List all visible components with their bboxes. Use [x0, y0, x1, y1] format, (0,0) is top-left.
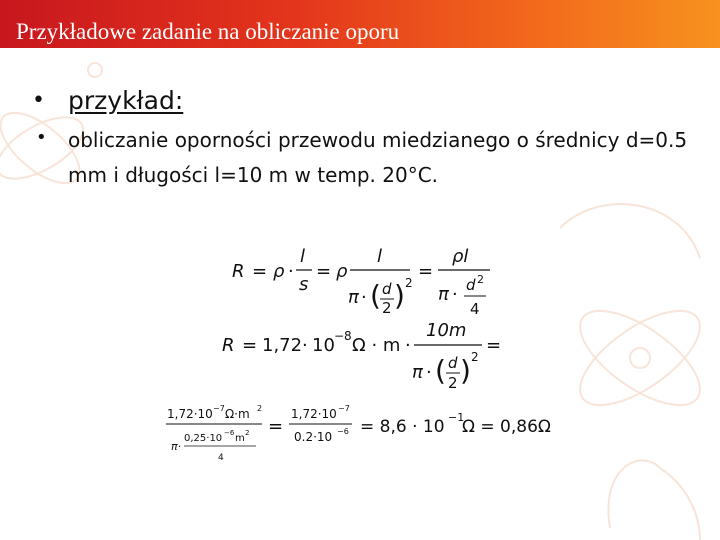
formula-symbol: π — [412, 362, 423, 383]
formula-exponent: −1 — [448, 411, 465, 424]
task-description-line-2: mm i długości l=10 m w temp. 20°C. — [68, 163, 439, 187]
formula-operator: · — [405, 335, 411, 356]
formula-symbol: π· — [171, 440, 182, 453]
formula-number: 2 — [382, 299, 392, 317]
formula-number: 0,25·10 — [184, 433, 223, 444]
formula-exponent: −8 — [334, 329, 352, 343]
formula-unit: m — [235, 433, 245, 444]
formula-result: = 8,6 · 10 — [360, 417, 445, 437]
formula-paren: ) — [394, 279, 405, 312]
formula-number: 10 — [312, 335, 335, 356]
formula-number: 4 — [470, 300, 480, 318]
bullet-dot: • — [36, 127, 47, 148]
formula-symbol: l — [300, 246, 306, 267]
formula-number: 1,72·10 — [167, 407, 213, 421]
formula-number: 1,72 — [262, 335, 303, 356]
formula-exponent: 2 — [477, 273, 484, 286]
formula-exponent: −7 — [213, 404, 225, 413]
formula-operator: = — [252, 261, 268, 282]
formula-operator: · — [288, 261, 294, 282]
formula-operator: = — [418, 261, 434, 282]
formula-row-2 — [222, 320, 501, 392]
formula-operator: · — [302, 335, 308, 356]
formula-exponent: −6 — [337, 427, 349, 436]
formula-symbol: d — [448, 354, 458, 372]
formula-exponent: 2 — [471, 350, 479, 364]
formula-result: Ω = 0,86Ω — [462, 417, 551, 437]
formula-number: 10m — [426, 320, 467, 341]
formula-symbol: ρ — [273, 261, 285, 282]
formula-exponent: 2 — [245, 429, 250, 437]
formula-unit: Ω·m — [225, 407, 250, 421]
formula-paren: ( — [435, 354, 446, 387]
formula-operator: = — [242, 335, 258, 356]
formula-paren: ) — [460, 354, 471, 387]
formula-number: 1,72·10 — [291, 407, 337, 421]
formula-symbol: l — [377, 246, 383, 267]
formula-exponent: 2 — [257, 404, 263, 413]
formula-operator: = — [486, 335, 502, 356]
formula-symbol: d — [466, 276, 476, 294]
bullet-dot: • — [32, 88, 45, 113]
formula-number: 0.2·10 — [294, 430, 333, 444]
formula-symbol: R — [222, 335, 235, 356]
formula-symbol: π — [348, 287, 359, 308]
formula-row-1 — [232, 246, 490, 318]
formula-symbol: R — [232, 261, 245, 282]
formula-symbol: ρl — [452, 246, 469, 267]
formula-exponent: 2 — [405, 276, 413, 290]
task-description-line-1: obliczanie oporności przewodu miedzianego o średnicy d=0.5 — [68, 128, 688, 152]
formula-symbol: d — [382, 280, 392, 298]
formula-symbol: ρ — [336, 261, 348, 282]
formula-number: 2 — [448, 374, 458, 392]
formula-exponent: −6 — [224, 429, 235, 437]
formula-symbol: s — [299, 274, 309, 295]
formula-operator: = — [268, 416, 284, 437]
formula-operator: = — [316, 261, 332, 282]
example-heading: przykład: — [68, 86, 184, 115]
formula-paren: ( — [370, 279, 381, 312]
formula-exponent: −7 — [338, 404, 350, 413]
formula-operator: · — [452, 284, 458, 305]
formula-row-3 — [166, 404, 551, 463]
formula-operator: · — [426, 362, 432, 383]
slide-title: Przykładowe zadanie na obliczanie oporu — [16, 19, 400, 44]
formula-operator: · — [361, 287, 367, 308]
formula-symbol: π — [438, 284, 449, 305]
formula-number: 4 — [218, 453, 224, 463]
formula-unit: Ω · m — [352, 335, 401, 356]
